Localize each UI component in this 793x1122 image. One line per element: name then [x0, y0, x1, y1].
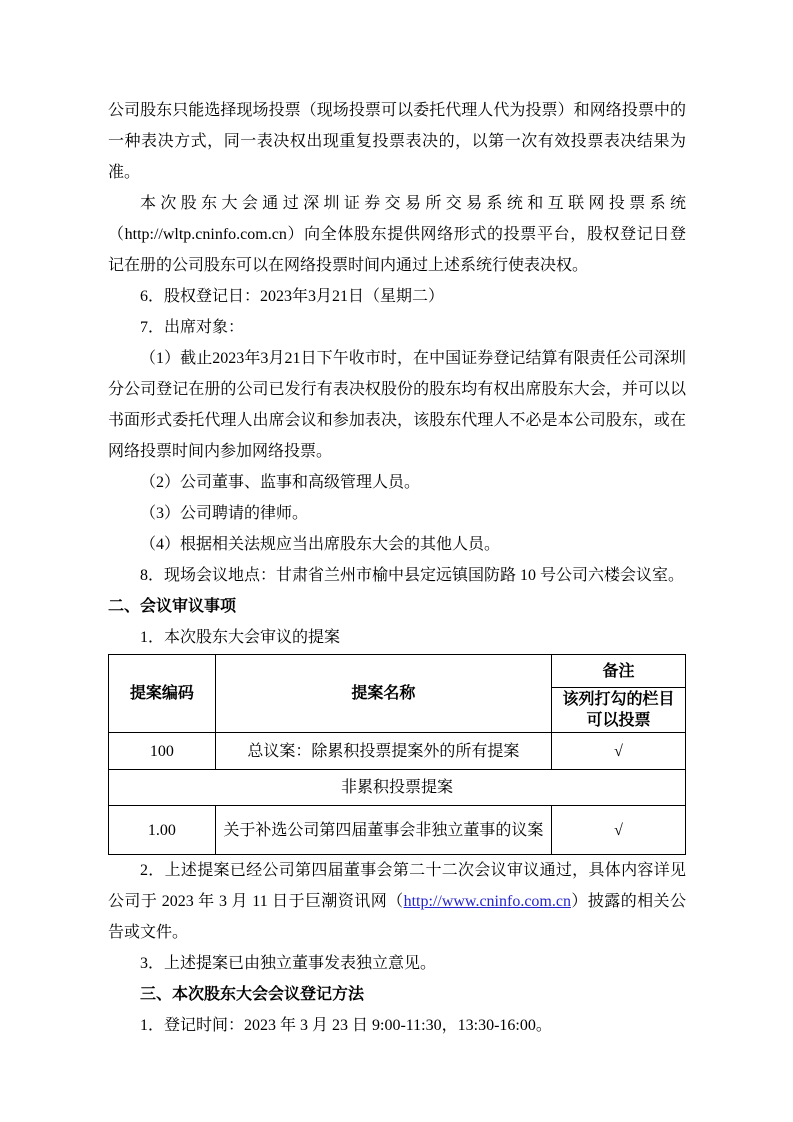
text-segment: ）披露的相关公告或文件。	[108, 893, 686, 941]
header-proposal-code: 提案编码	[109, 655, 216, 733]
para-proposal-approval	[108, 855, 686, 948]
item-attendee-lawyers: （3）公司聘请的律师。	[140, 505, 309, 522]
heading-section-3: 三、本次股东大会会议登记方法	[140, 986, 365, 1003]
heading-section-2: 二、会议审议事项	[108, 598, 237, 615]
cell-proposal-remark-check: √	[552, 806, 686, 855]
cell-proposal-code: 100	[109, 733, 216, 770]
proposals-table	[108, 654, 686, 855]
item-independent-directors-opinion: 3．上述提案已由独立董事发表独立意见。	[140, 955, 437, 972]
item-attendees-title: 7．出席对象：	[140, 319, 245, 336]
cell-section-noncumulative: 非累积投票提案	[109, 770, 686, 806]
document-page	[108, 95, 686, 1041]
item-attendee-directors: （2）公司董事、监事和高级管理人员。	[140, 474, 421, 491]
cell-proposal-code: 1.00	[109, 806, 216, 855]
item-registration-time: 1．登记时间：2023 年 3 月 23 日 9:00-11:30，13:30-16:00。	[140, 1017, 552, 1034]
header-remark-sub: 该列打勾的栏目可以投票	[552, 688, 686, 733]
table-row	[109, 806, 686, 855]
cell-proposal-name: 总议案：除累积投票提案外的所有提案	[215, 733, 551, 770]
item-record-date: 6．股权登记日：2023年3月21日（星期二）	[140, 288, 445, 305]
text-segment: 2．上述提案已经公司第四届董事会第二十二次会议审议通过，具体内容详见公司于 2023 年 3 月 11 日于巨潮资讯网（	[108, 862, 686, 910]
table-section-row	[109, 770, 686, 806]
item-attendee-others: （4）根据相关法规应当出席股东大会的其他人员。	[140, 536, 501, 553]
cell-proposal-name: 关于补选公司第四届董事会非独立董事的议案	[215, 806, 551, 855]
cninfo-link[interactable]: http://www.cninfo.com.cn	[403, 893, 571, 910]
header-remark: 备注	[552, 655, 686, 688]
cell-proposal-remark-check: √	[552, 733, 686, 770]
table-header-row-top	[109, 655, 686, 688]
item-meeting-venue: 8．现场会议地点：甘肃省兰州市榆中县定远镇国防路 10 号公司六楼会议室。	[140, 567, 685, 584]
para-voting-method-continuation: 公司股东只能选择现场投票（现场投票可以委托代理人代为投票）和网络投票中的一种表决方式，同一表决权出现重复投票表决的，以第一次有效投票表决结果为准。	[108, 102, 686, 181]
header-proposal-name: 提案名称	[215, 655, 551, 733]
item-attendee-shareholders: （1）截止2023年3月21日下午收市时，在中国证券登记结算有限责任公司深圳分公司登记在册的公司已发行有表决权股份的股东均有权出席股东大会，并可以以书面形式委托代理人出席会议和参加表决，该股东代理人不必是本公司股东，或在网络投票时间内参加网络投票。	[108, 350, 686, 460]
table-row	[109, 733, 686, 770]
item-proposals-intro: 1．本次股东大会审议的提案	[140, 629, 341, 646]
para-network-voting-platform: 本次股东大会通过深圳证券交易所交易系统和互联网投票系统（http://wltp.cninfo.com.cn）向全体股东提供网络形式的投票平台，股权登记日登记在册的公司股东可以在网络投票时间内通过上述系统行使表决权。	[108, 195, 686, 274]
